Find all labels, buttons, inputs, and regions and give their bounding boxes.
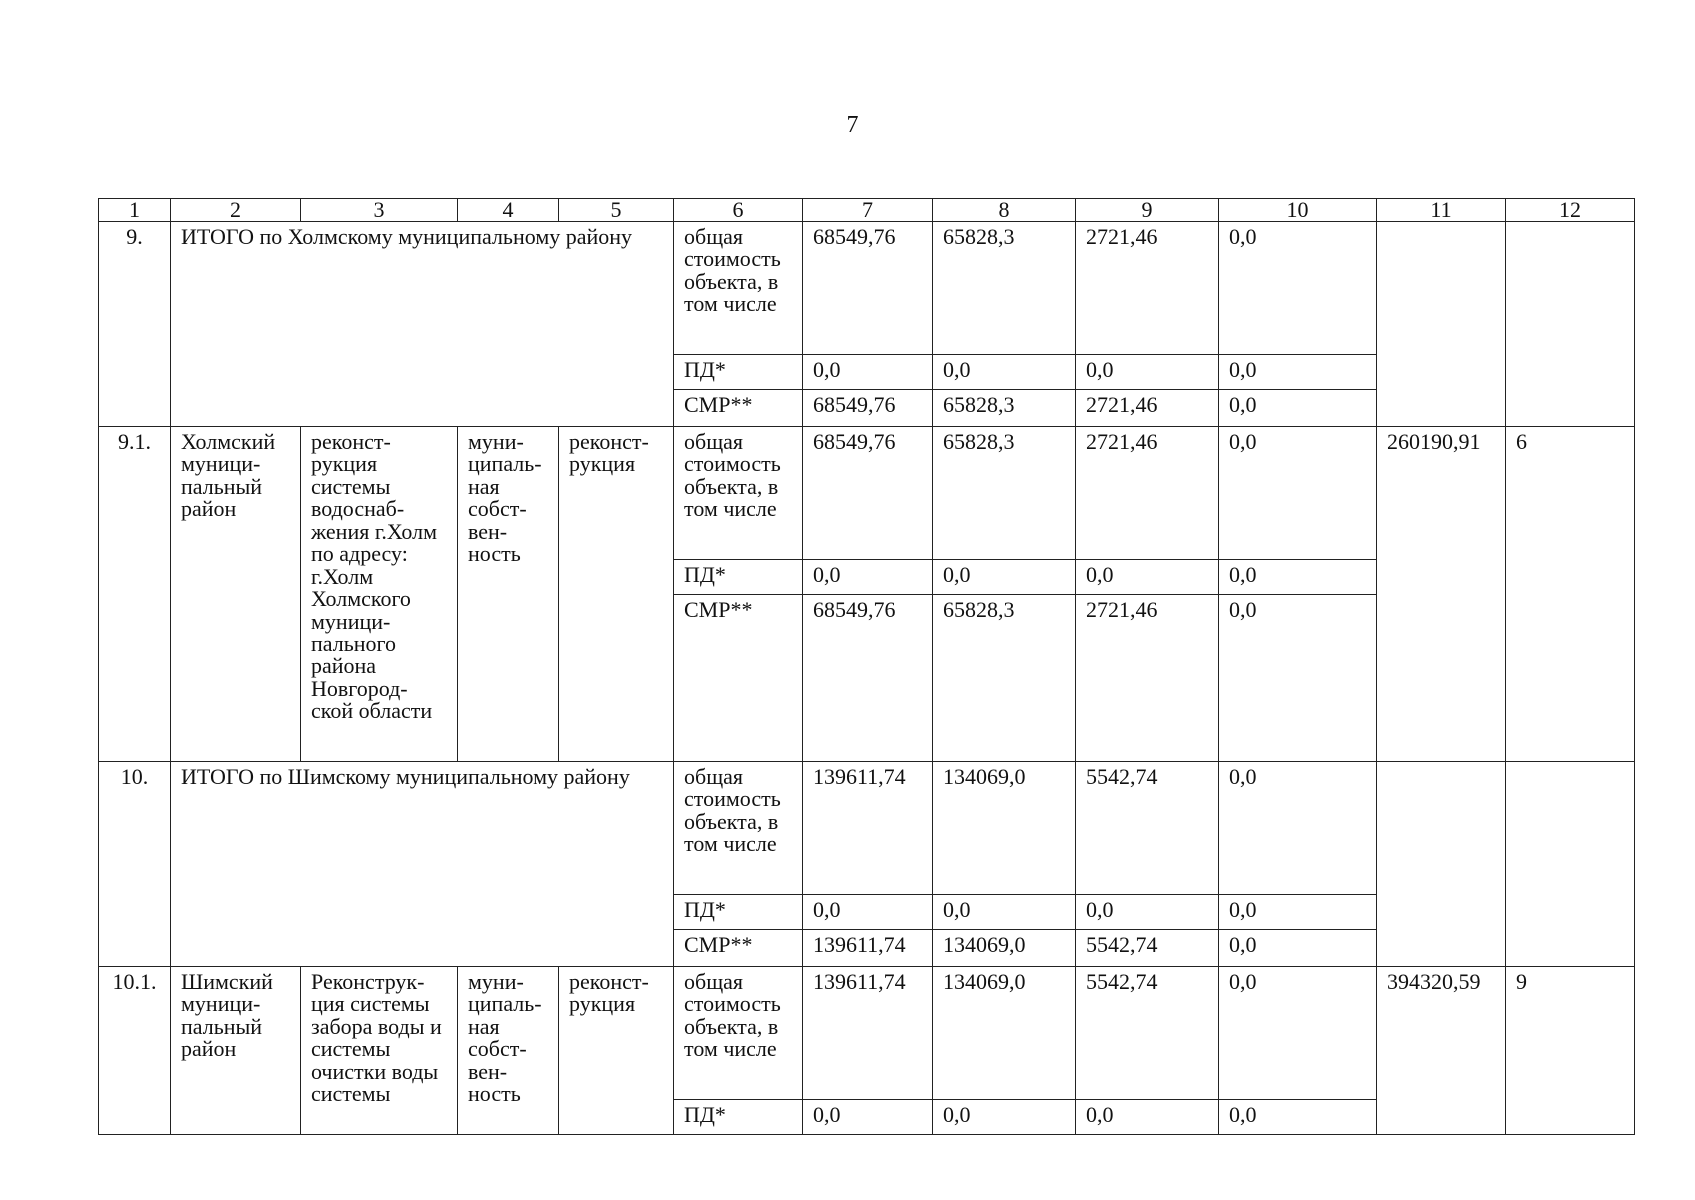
cell-col10: 0,0 — [1219, 895, 1377, 930]
cell-col7: 139611,74 — [803, 967, 933, 1100]
cell-col10: 0,0 — [1219, 222, 1377, 355]
cell-col9: 0,0 — [1076, 1100, 1219, 1135]
cell-col12 — [1506, 762, 1635, 967]
ownership-type: муни-ципаль-ная собст-вен-ность — [458, 427, 559, 762]
cell-col8: 65828,3 — [933, 390, 1076, 427]
object-description: реконст-рукция системы водоснаб-жения г.Холм по адресу: г.Холм Холмского муници-пального района Новгород-ской области — [301, 427, 458, 762]
cell-col10: 0,0 — [1219, 390, 1377, 427]
object-description: Реконструк-ция системы забора воды и системы очистки воды системы — [301, 967, 458, 1135]
cell-col9: 2721,46 — [1076, 390, 1219, 427]
table-row — [99, 762, 1635, 895]
cell-col9: 5542,74 — [1076, 967, 1219, 1100]
work-type: реконст-рукция — [559, 967, 674, 1135]
cell-col9: 2721,46 — [1076, 427, 1219, 560]
cell-col10: 0,0 — [1219, 1100, 1377, 1135]
cell-col7: 139611,74 — [803, 762, 933, 895]
cell-col10: 0,0 — [1219, 595, 1377, 762]
district-name: Холмский муници-пальный район — [171, 427, 301, 762]
work-type: реконст-рукция — [559, 427, 674, 762]
cell-col8: 65828,3 — [933, 595, 1076, 762]
column-number: 9 — [1076, 199, 1219, 222]
cost-label-pd: ПД* — [674, 895, 803, 930]
cell-col9: 0,0 — [1076, 560, 1219, 595]
cell-col10: 0,0 — [1219, 560, 1377, 595]
cell-col10: 0,0 — [1219, 355, 1377, 390]
cost-label-smr: СМР** — [674, 930, 803, 967]
cell-col12: 6 — [1506, 427, 1635, 762]
cell-col12: 9 — [1506, 967, 1635, 1135]
column-number: 8 — [933, 199, 1076, 222]
cell-col8: 134069,0 — [933, 762, 1076, 895]
cell-col11 — [1377, 222, 1506, 427]
row-number: 9.1. — [99, 427, 171, 762]
cost-label-total: общая стоимость объекта, в том числе — [674, 427, 803, 560]
cost-label-total: общая стоимость объекта, в том числе — [674, 762, 803, 895]
cell-col10: 0,0 — [1219, 930, 1377, 967]
district-name: Шимский муници-пальный район — [171, 967, 301, 1135]
cell-col9: 2721,46 — [1076, 595, 1219, 762]
column-number: 4 — [458, 199, 559, 222]
cost-label-smr: СМР** — [674, 595, 803, 762]
page-number: 7 — [846, 112, 859, 138]
cell-col7: 0,0 — [803, 355, 933, 390]
cell-col7: 68549,76 — [803, 595, 933, 762]
cell-col11 — [1377, 762, 1506, 967]
cell-col7: 0,0 — [803, 560, 933, 595]
cell-col7: 139611,74 — [803, 930, 933, 967]
cell-col7: 68549,76 — [803, 427, 933, 560]
cell-col8: 0,0 — [933, 560, 1076, 595]
table-row — [99, 427, 1635, 560]
cell-col8: 0,0 — [933, 355, 1076, 390]
column-number: 5 — [559, 199, 674, 222]
table-row — [99, 967, 1635, 1100]
section-title: ИТОГО по Шимскому муниципальному району — [171, 762, 674, 967]
row-number: 9. — [99, 222, 171, 427]
table-row — [99, 222, 1635, 355]
cost-label-pd: ПД* — [674, 1100, 803, 1135]
cell-col12 — [1506, 222, 1635, 427]
column-number: 11 — [1377, 199, 1506, 222]
investment-table — [98, 198, 1635, 1135]
cell-col7: 68549,76 — [803, 390, 933, 427]
cell-col8: 65828,3 — [933, 427, 1076, 560]
cell-col8: 65828,3 — [933, 222, 1076, 355]
cell-col7: 0,0 — [803, 1100, 933, 1135]
cell-col7: 68549,76 — [803, 222, 933, 355]
column-number: 7 — [803, 199, 933, 222]
cell-col10: 0,0 — [1219, 427, 1377, 560]
cell-col11: 260190,91 — [1377, 427, 1506, 762]
cell-col7: 0,0 — [803, 895, 933, 930]
cell-col10: 0,0 — [1219, 967, 1377, 1100]
cost-label-total: общая стоимость объекта, в том числе — [674, 222, 803, 355]
column-number: 6 — [674, 199, 803, 222]
cell-col9: 2721,46 — [1076, 222, 1219, 355]
column-number: 2 — [171, 199, 301, 222]
cell-col9: 5542,74 — [1076, 930, 1219, 967]
cell-col11: 394320,59 — [1377, 967, 1506, 1135]
section-title: ИТОГО по Холмскому муниципальному району — [171, 222, 674, 427]
ownership-type: муни-ципаль-ная собст-вен-ность — [458, 967, 559, 1135]
column-number: 10 — [1219, 199, 1377, 222]
cell-col9: 0,0 — [1076, 355, 1219, 390]
column-number: 3 — [301, 199, 458, 222]
cost-label-pd: ПД* — [674, 355, 803, 390]
column-number: 1 — [99, 199, 171, 222]
column-number-row — [99, 199, 1635, 222]
cell-col8: 0,0 — [933, 1100, 1076, 1135]
cell-col8: 134069,0 — [933, 930, 1076, 967]
cell-col10: 0,0 — [1219, 762, 1377, 895]
cell-col9: 5542,74 — [1076, 762, 1219, 895]
cell-col8: 0,0 — [933, 895, 1076, 930]
cell-col8: 134069,0 — [933, 967, 1076, 1100]
cell-col9: 0,0 — [1076, 895, 1219, 930]
column-number: 12 — [1506, 199, 1635, 222]
row-number: 10.1. — [99, 967, 171, 1135]
cost-label-pd: ПД* — [674, 560, 803, 595]
cost-label-smr: СМР** — [674, 390, 803, 427]
cost-label-total: общая стоимость объекта, в том числе — [674, 967, 803, 1100]
row-number: 10. — [99, 762, 171, 967]
